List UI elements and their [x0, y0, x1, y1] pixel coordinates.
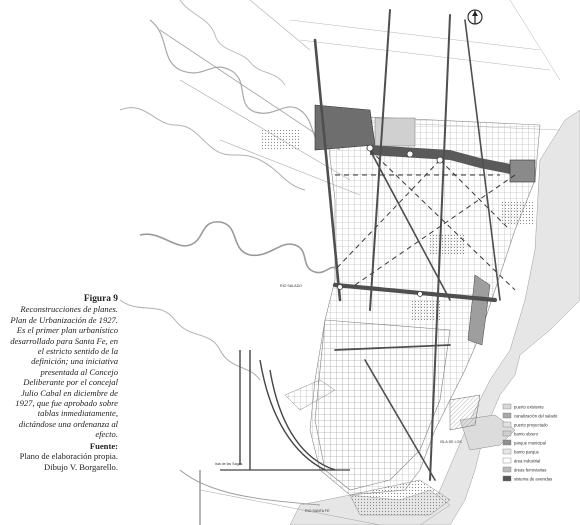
source-text: Plano de elaboración propia. Dibujo V. Borgarello.	[19, 451, 118, 472]
north-arrow-icon	[468, 10, 482, 24]
legend-label: puerto existente	[514, 404, 544, 410]
legend-label: parque municipal	[514, 440, 546, 446]
figure-caption	[6, 294, 118, 472]
legend-label: sistema de avenidas	[514, 476, 553, 482]
legend-label: áreas ferroviarias	[514, 467, 547, 473]
legend-swatch	[503, 431, 511, 436]
label-rio-santa-fe: RIO SANTA FE	[305, 509, 330, 513]
figure-number: Figura 9	[83, 294, 118, 304]
legend-label: barrio parque	[514, 449, 539, 455]
legend-label: canalización del salado	[514, 413, 558, 419]
legend-label: puerto proyectado	[514, 422, 548, 428]
label-isla-sagas: Isla de las Sagas	[215, 462, 243, 466]
dotted-area-2	[500, 200, 535, 225]
dotted-area-4	[410, 300, 440, 320]
label-isla-de-los: ISLA DE LOS	[440, 440, 462, 444]
dotted-area-1	[260, 130, 300, 150]
source-label: Fuente:	[89, 440, 118, 451]
dotted-area-3	[430, 235, 465, 255]
caption-text: Reconstrucciones de planes. Plan de Urbanización de 1927. Es el primer plan urbanístico desarrollado para Santa Fe, en el estricto sentido de la definición; una iniciativa presentada al Concejo Deliberante por el concejal Julio Cabal en diciembre de 1927, que fue aprobado sobre tablas inmediatamente, dictándose una ordenanza al efecto.	[10, 304, 118, 440]
label-rio-salado: RIO SALADO	[280, 284, 302, 288]
legend-label: barrio obrero	[514, 431, 538, 437]
urbanization-map	[120, 0, 580, 525]
legend-swatch	[503, 413, 511, 418]
legend-label: área industrial	[514, 458, 541, 464]
legend-swatch	[503, 476, 511, 481]
legend-swatch	[503, 449, 511, 454]
legend-swatch	[503, 404, 511, 409]
port-dock-north	[510, 160, 535, 182]
legend-swatch	[503, 422, 511, 427]
map-legend	[503, 404, 558, 481]
legend-swatch	[503, 440, 511, 445]
river-sw	[120, 300, 260, 380]
legend-swatch	[503, 467, 511, 472]
legend-swatch	[503, 458, 511, 463]
salado-river	[140, 222, 335, 273]
